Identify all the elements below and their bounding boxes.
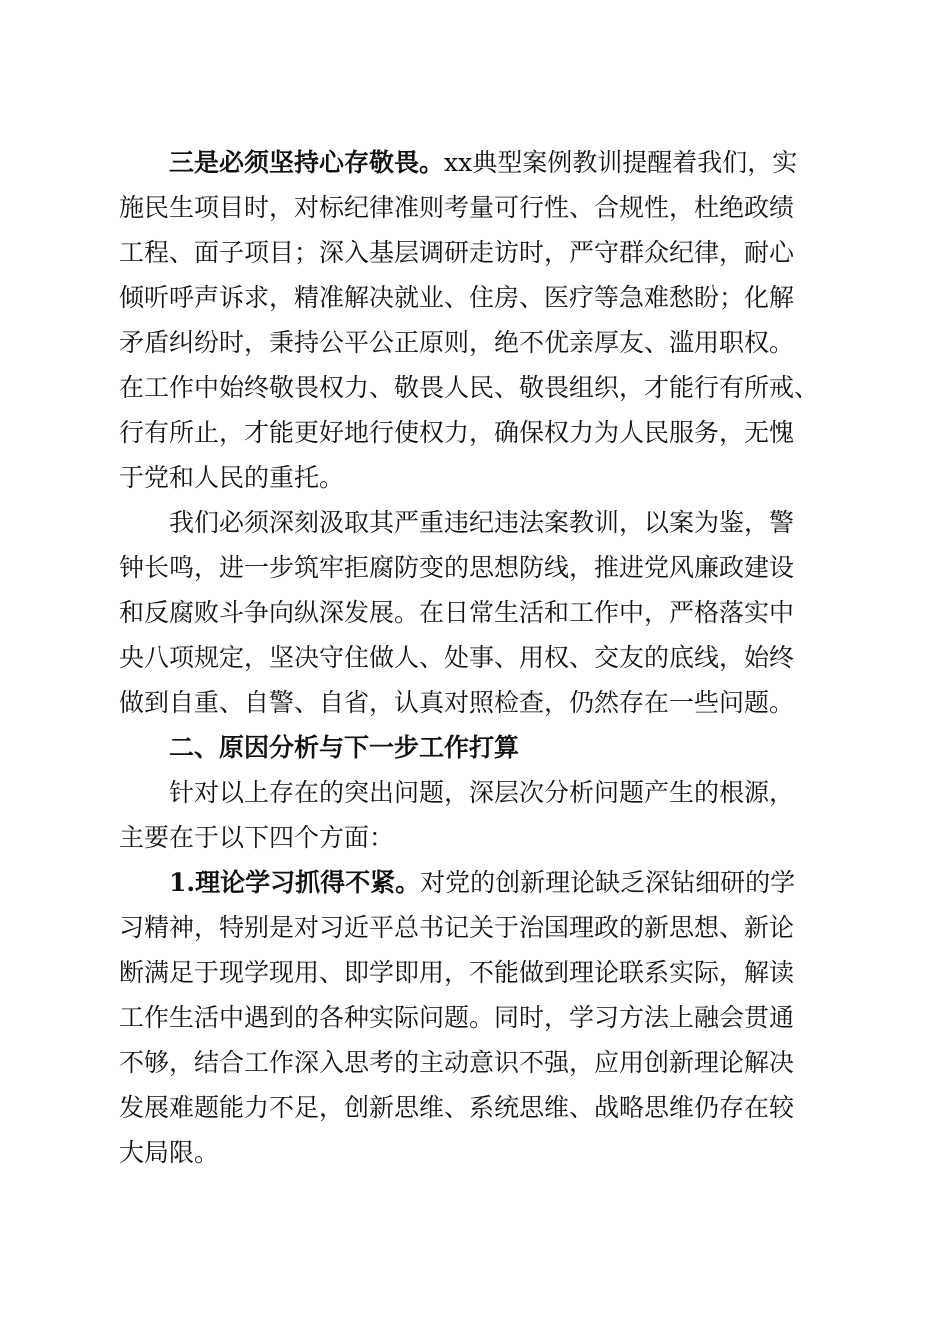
paragraph-text: xx典型案例教训提醒着我们，实	[444, 148, 798, 177]
paragraph-line: 大局限。	[119, 1138, 220, 1167]
paragraph-line: 习精神，特别是对习近平总书记关于治国理政的新思想、新论	[119, 913, 795, 942]
paragraph-line: 央八项规定，坚决守住做人、处事、用权、交友的底线，始终	[119, 643, 795, 672]
paragraph-line: 倾听呼声诉求，精准解决就业、住房、医疗等急难愁盼；化解	[119, 283, 795, 312]
paragraph-line: 我们必须深刻汲取其严重违纪违法案教训，以案为鉴，警	[169, 508, 795, 537]
paragraph-line: 工作生活中遇到的各种实际问题。同时，学习方法上融会贯通	[119, 1003, 795, 1032]
paragraph-line: 行有所止，才能更好地行使权力，确保权力为人民服务，无愧	[119, 418, 795, 447]
paragraph-line: 施民生项目时，对标纪律准则考量可行性、合规性，杜绝政绩	[119, 193, 795, 222]
paragraph-line: 发展难题能力不足，创新思维、系统思维、战略思维仍存在较	[119, 1093, 795, 1122]
paragraph-lead: 1.理论学习抓得不紧。	[169, 868, 421, 897]
paragraph-lead: 三是必须坚持心存敬畏。	[169, 148, 445, 177]
paragraph-line: 断满足于现学现用、即学即用，不能做到理论联系实际，解读	[119, 958, 795, 987]
paragraph-line: 钟长鸣，进一步筑牢拒腐防变的思想防线，推进党风廉政建设	[119, 553, 795, 582]
paragraph-line: 不够，结合工作深入思考的主动意识不强，应用创新理论解决	[119, 1048, 795, 1077]
paragraph-line	[169, 145, 797, 181]
paragraph-line: 主要在于以下四个方面：	[119, 823, 395, 852]
section-heading: 二、原因分析与下一步工作打算	[169, 733, 520, 762]
paragraph-line: 做到自重、自警、自省，认真对照检查，仍然存在一些问题。	[119, 688, 795, 717]
paragraph-line: 工程、面子项目；深入基层调研走访时，严守群众纪律，耐心	[119, 238, 795, 267]
paragraph-line: 在工作中始终敬畏权力、敬畏人民、敬畏组织，才能行有所戒、	[119, 373, 820, 402]
paragraph-line: 和反腐败斗争向纵深发展。在日常生活和工作中，严格落实中	[119, 598, 795, 627]
paragraph-line: 矛盾纠纷时，秉持公平公正原则，绝不优亲厚友、滥用职权。	[119, 328, 795, 357]
paragraph-line: 于党和人民的重托。	[119, 463, 345, 492]
paragraph-text: 对党的创新理论缺乏深钻细研的学	[420, 868, 796, 897]
paragraph-line	[169, 865, 795, 901]
paragraph-line: 针对以上存在的突出问题，深层次分析问题产生的根源，	[169, 778, 795, 807]
